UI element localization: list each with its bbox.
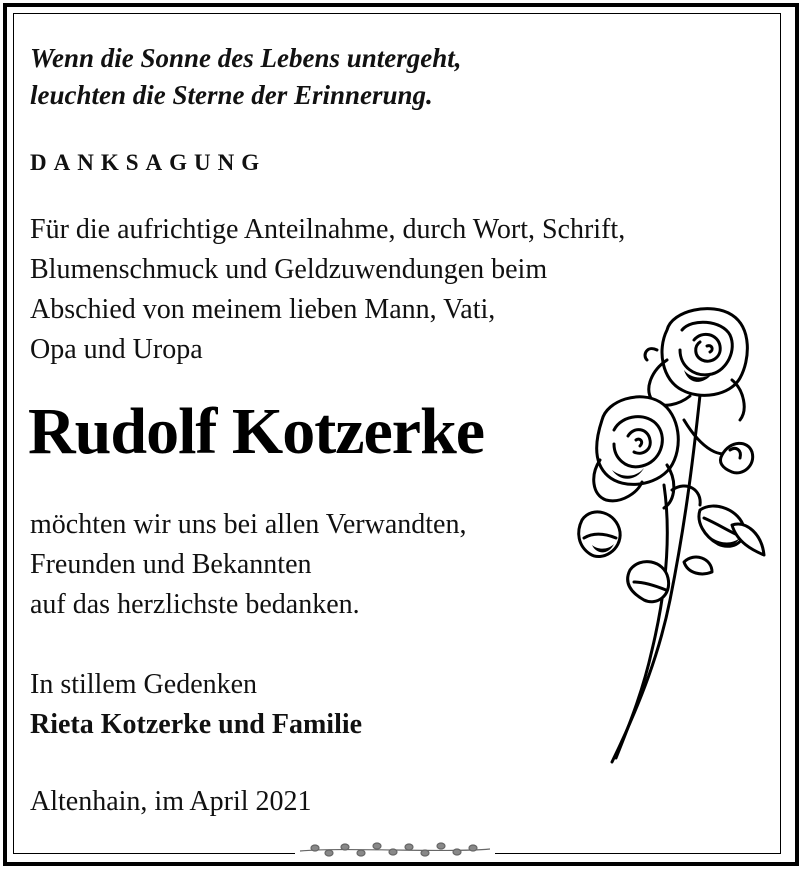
motto-line-2: leuchten die Sterne der Erinnerung. bbox=[30, 80, 433, 110]
signature bbox=[30, 665, 362, 745]
place-date: Altenhain, im April 2021 bbox=[30, 786, 312, 817]
intro-line-2: Blumenschmuck und Geldzuwendungen beim bbox=[30, 254, 548, 285]
intro-line-1: Für die aufrichtige Anteilnahme, durch Wort, Schrift, bbox=[30, 214, 626, 245]
intro-line-4: Opa und Uropa bbox=[30, 334, 203, 365]
rose-icon bbox=[572, 300, 772, 770]
intro-paragraph bbox=[30, 210, 625, 370]
intro-line-3: Abschied von meinem lieben Mann, Vati, bbox=[30, 294, 496, 325]
heading: DANKSAGUNG bbox=[30, 150, 267, 175]
signature-line-1: In stillem Gedenken bbox=[30, 669, 258, 700]
deceased-name: Rudolf Kotzerke bbox=[28, 395, 485, 468]
thanks-line-1: möchten wir uns bei allen Verwandten, bbox=[30, 509, 467, 540]
thanks-paragraph bbox=[30, 505, 466, 625]
ivy-ornament-icon bbox=[295, 838, 495, 862]
motto bbox=[30, 40, 462, 114]
thanks-line-3: auf das herzlichste bedanken. bbox=[30, 589, 360, 620]
thanks-line-2: Freunden und Bekannten bbox=[30, 549, 312, 580]
motto-line-1: Wenn die Sonne des Lebens untergeht, bbox=[30, 43, 462, 73]
signature-line-2: Rieta Kotzerke und Familie bbox=[30, 709, 363, 740]
